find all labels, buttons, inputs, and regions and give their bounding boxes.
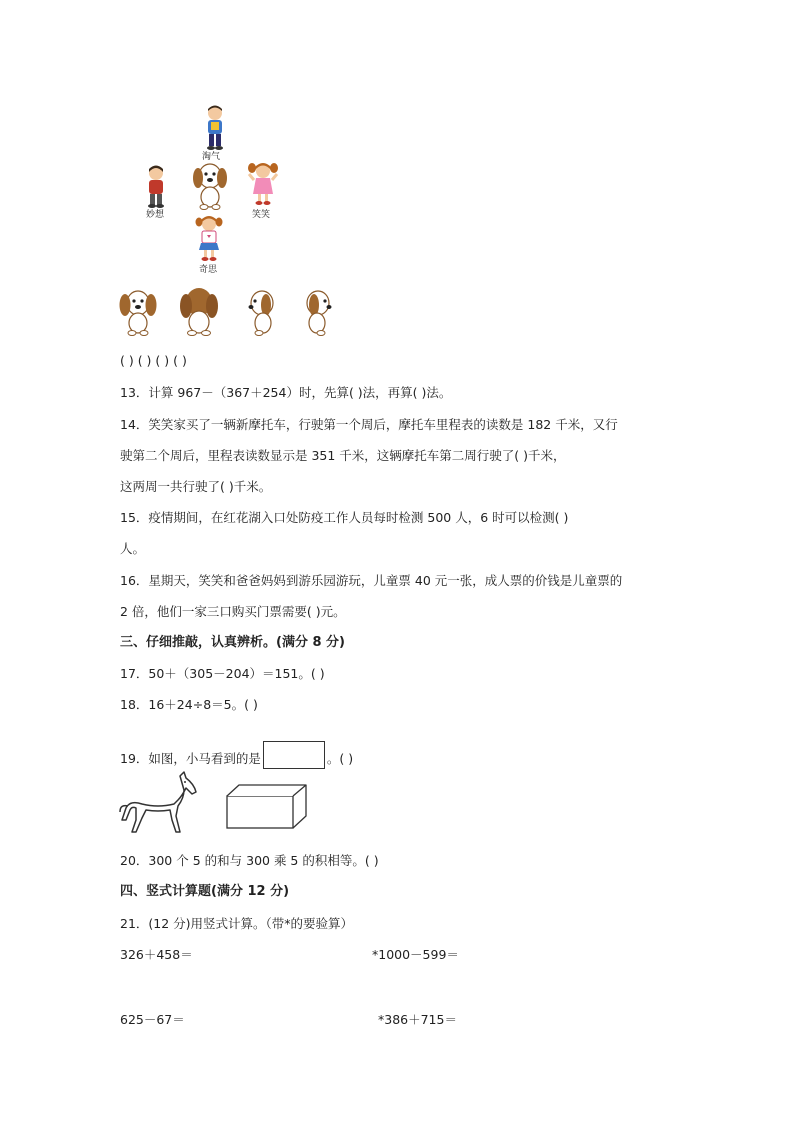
label-qisi: 奇思 <box>199 265 218 275</box>
question-17: 17．50＋（305－204）＝151。( ) <box>120 666 325 681</box>
girl-xiaoxiao-icon <box>246 160 280 206</box>
dog-back-view-icon <box>178 286 220 336</box>
question-14-line-2: 驶第二个周后，里程表读数显示是 351 千米，这辆摩托车第二周行驶了( )千米， <box>120 448 566 463</box>
question-16-line-2: 2 倍，他们一家三口购买门票需要( )元。 <box>120 604 346 619</box>
cuboid-icon <box>226 784 308 830</box>
boy-miaoxiang-icon <box>142 164 170 208</box>
answer-blanks-row: ( ) ( ) ( ) ( ) <box>120 353 187 368</box>
question-21: 21．(12 分)用竖式计算。（带*的要验算） <box>120 916 354 931</box>
question-18: 18．16＋24÷8＝5。( ) <box>120 697 258 712</box>
calc-item: *1000－599＝ <box>372 947 459 962</box>
rectangle-answer-shape <box>263 741 325 769</box>
question-15-line-2: 人。 <box>120 541 146 556</box>
section-3-heading: 三、仔细推敲，认真辨析。(满分 8 分) <box>120 635 345 650</box>
calc-item: *386＋715＝ <box>378 1012 457 1027</box>
calc-item: 625－67＝ <box>120 1012 185 1027</box>
label-taoqi: 淘气 <box>202 152 221 162</box>
label-xiaoxiao: 笑笑 <box>252 210 271 220</box>
dog-center-icon <box>192 160 228 210</box>
question-19-text: 19．如图，小马看到的是 <box>120 751 261 766</box>
question-14-line-3: 这两周一共行驶了( )千米。 <box>120 479 272 494</box>
horse-icon <box>118 770 200 836</box>
dog-side-view-left-icon <box>242 288 280 336</box>
boy-taoqi-icon <box>200 104 230 150</box>
question-14-line-1: 14．笑笑家买了一辆新摩托车，行驶第一个周后，摩托车里程表的读数是 182 千米，又行 <box>120 417 618 432</box>
dog-side-view-right-icon <box>300 288 338 336</box>
question-19-blank: 。( ) <box>326 751 354 766</box>
dog-front-view-icon <box>118 288 158 336</box>
question-20: 20．300 个 5 的和与 300 乘 5 的积相等。( ) <box>120 853 379 868</box>
section-4-heading: 四、竖式计算题(满分 12 分) <box>120 884 290 899</box>
calc-item: 326＋458＝ <box>120 947 193 962</box>
question-19 <box>120 741 353 769</box>
question-15-line-1: 15．疫情期间，在红花湖入口处防疫工作人员每时检测 500 人，6 时可以检测( ) <box>120 510 569 525</box>
question-13: 13．计算 967－（367＋254）时，先算( )法，再算( )法。 <box>120 385 452 400</box>
question-16-line-1: 16．星期天，笑笑和爸爸妈妈到游乐园游玩，儿童票 40 元一张，成人票的价钱是儿童票的 <box>120 573 623 588</box>
girl-qisi-icon <box>194 214 224 262</box>
label-miaoxiang: 妙想 <box>146 210 165 220</box>
